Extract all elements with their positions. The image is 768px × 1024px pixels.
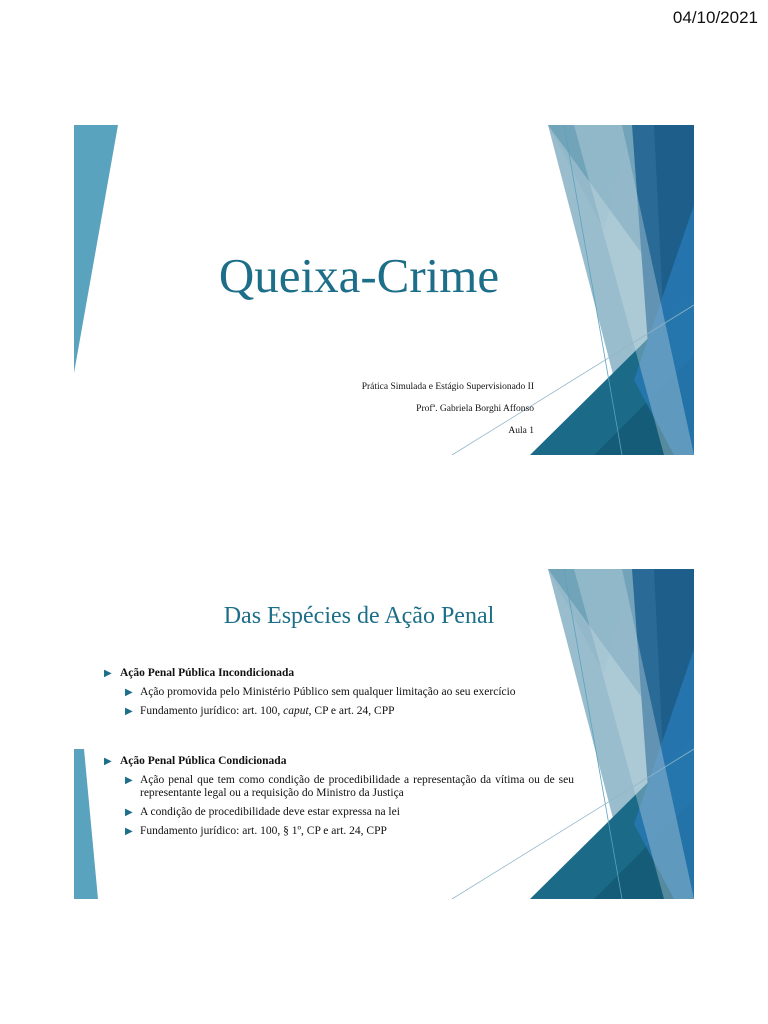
list-item — [104, 686, 574, 699]
page-date: 04/10/2021 — [672, 8, 758, 27]
list-item-text: Fundamento jurídico: art. 100, § 1º, CP e art. 24, CPP — [140, 825, 387, 837]
list-item-text: Ação promovida pelo Ministério Público sem qualquer limitação ao seu exercício — [140, 686, 516, 698]
slide-heading: Das Espécies de Ação Penal — [223, 603, 495, 629]
triangle-bullet-icon: ▶ — [125, 706, 133, 717]
subtitle-professor: Profª. Gabriela Borghi Affonso — [416, 404, 534, 414]
list-item-text-italic: caput — [283, 705, 309, 717]
slide-title-text: Queixa-Crime — [218, 248, 500, 303]
list-item — [104, 806, 574, 819]
bullet-heading-text: Ação Penal Pública Incondicionada — [120, 667, 295, 679]
bullet-heading-text: Ação Penal Pública Condicionada — [120, 755, 287, 767]
triangle-bullet-icon: ▶ — [125, 807, 133, 818]
triangle-bullet-icon: ▶ — [104, 756, 112, 767]
bullet-heading — [104, 667, 574, 680]
list-item — [104, 825, 574, 838]
triangle-bullet-icon: ▶ — [125, 826, 133, 837]
list-item-text: Ação penal que tem como condição de procedibilidade a representação da vítima ou de seu representante legal ou a requisição do Ministro da Justiça — [140, 774, 574, 799]
list-item — [104, 705, 574, 718]
section-incondicionada — [104, 667, 574, 724]
slide-content — [74, 569, 694, 899]
section-condicionada — [104, 755, 574, 844]
slide-title — [74, 125, 694, 455]
triangle-bullet-icon: ▶ — [125, 687, 133, 698]
list-item — [104, 774, 574, 800]
list-item-text-post: , CP e art. 24, CPP — [308, 705, 395, 717]
list-item-text: A condição de procedibilidade deve estar expressa na lei — [140, 806, 400, 818]
bullet-heading — [104, 755, 574, 768]
list-item-text-pre: Fundamento jurídico: art. 100, — [140, 705, 284, 717]
subtitle-course: Prática Simulada e Estágio Supervisionado II — [361, 382, 534, 392]
subtitle-lesson: Aula 1 — [508, 426, 534, 436]
triangle-bullet-icon: ▶ — [125, 775, 133, 786]
triangle-bullet-icon: ▶ — [104, 668, 112, 679]
